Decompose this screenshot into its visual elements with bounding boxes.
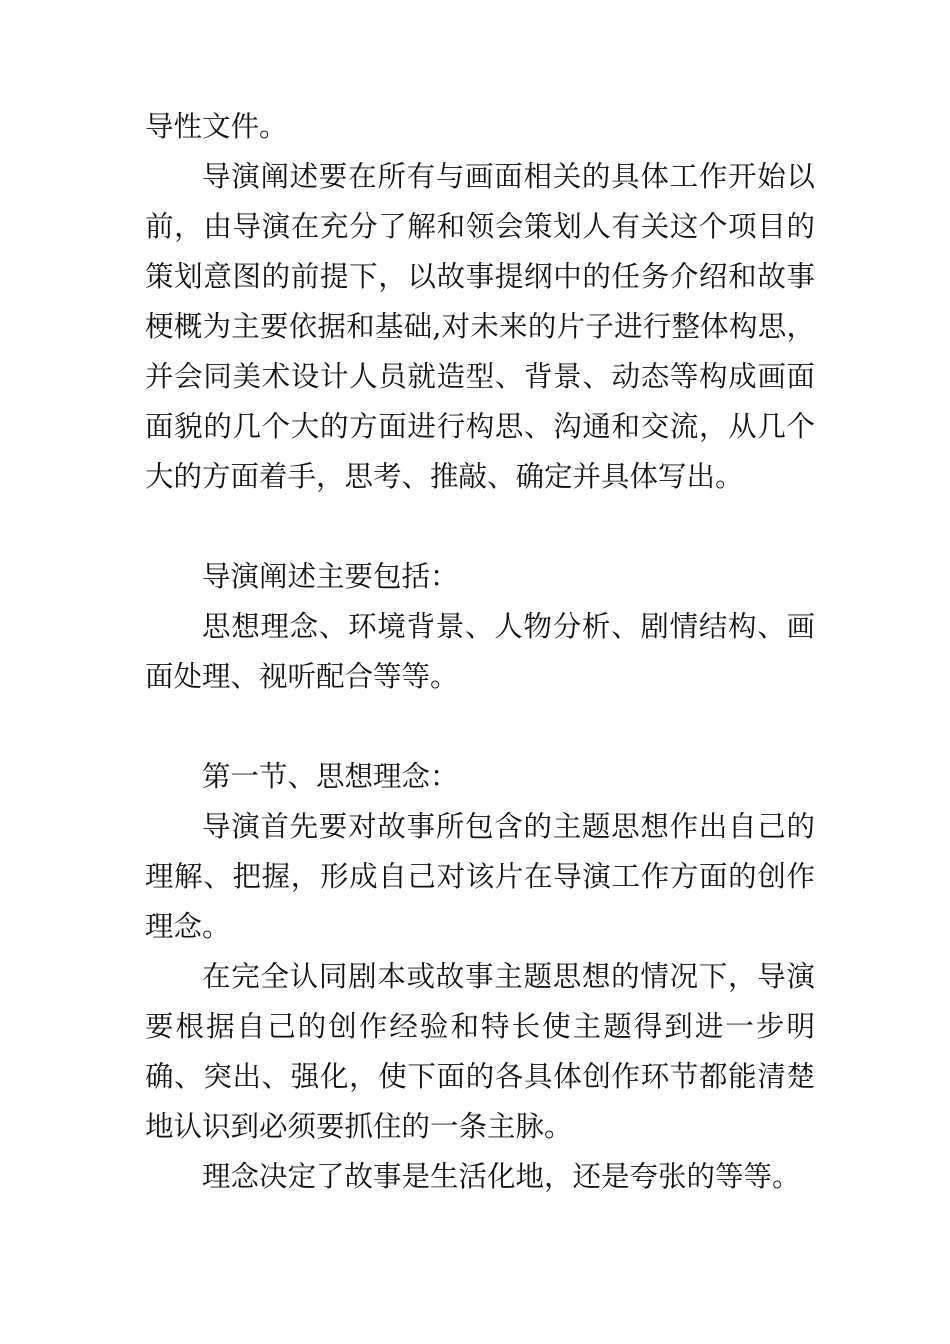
paragraph-continuation: 导性文件。 [145, 110, 288, 143]
paragraph-contents-list: 思想理念、环境背景、人物分析、剧情结构、画面处理、视听配合等等。 [145, 610, 815, 693]
section-heading: 第一节、思想理念： [202, 760, 459, 793]
paragraph-director-statement-intro: 导演阐述要在所有与画面相关的具体工作开始以前，由导演在充分了解和领会策划人有关这个项目的策划意图的前提下，以故事提纲中的任务介绍和故事梗概为主要依据和基础,对未来的片子进行整体构思，并会同美术设计人员就造型、背景、动态等构成画面面貌的几个大的方面进行构思、沟通和交流，从几个大的方面着手，思考、推敲、确定并具体写出。 [145, 160, 815, 493]
paragraph-concept-decides: 理念决定了故事是生活化地，还是夸张的等等。 [202, 1160, 801, 1193]
paragraph-theme-understanding: 导演首先要对故事所包含的主题思想作出自己的理解、把握，形成自己对该片在导演工作方面的创作理念。 [145, 810, 815, 943]
paragraph-theme-emphasis: 在完全认同剧本或故事主题思想的情况下，导演要根据自己的创作经验和特长使主题得到进一步明确、突出、强化，使下面的各具体创作环节都能清楚地认识到必须要抓住的一条主脉。 [145, 960, 815, 1143]
document-body [145, 102, 815, 1202]
paragraph-contents-heading: 导演阐述主要包括： [202, 560, 459, 593]
paragraph-spacer [145, 502, 815, 552]
paragraph-spacer [145, 702, 815, 752]
